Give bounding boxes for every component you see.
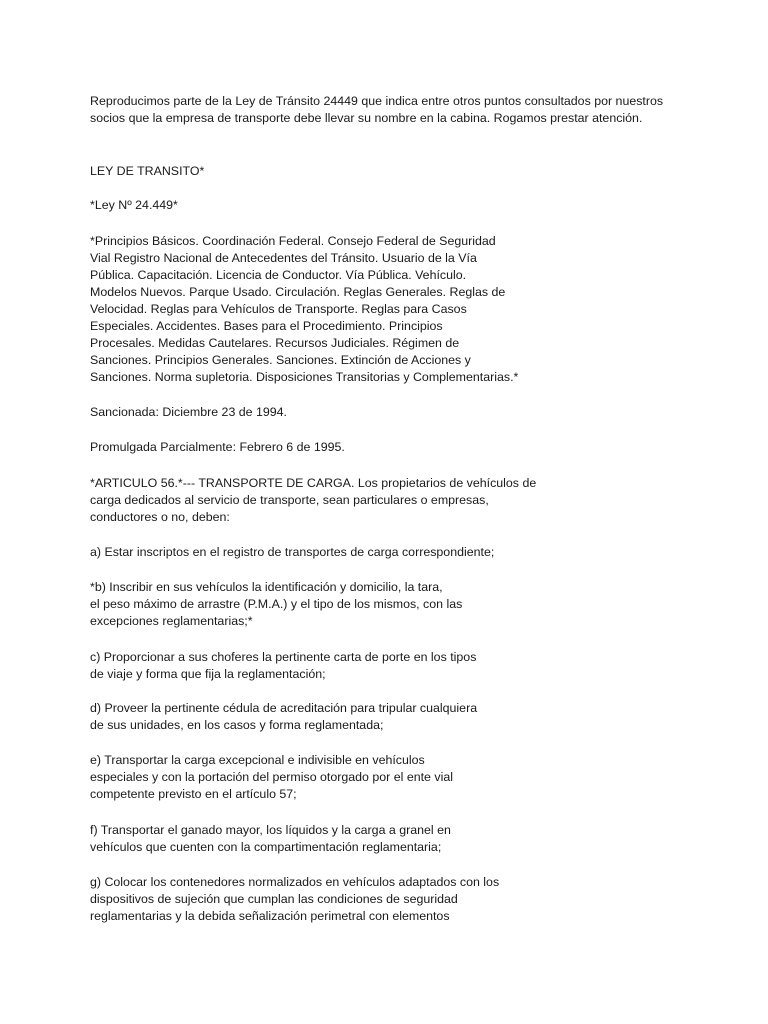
article-line: conductores o no, deben: (90, 510, 230, 524)
promulgated-date: Promulgada Parcialmente: Febrero 6 de 1995. (90, 440, 345, 454)
clause-b: *b) Inscribir en sus vehículos la identificación y domicilio, la tara, (90, 580, 443, 594)
summary-line: Procesales. Medidas Cautelares. Recursos Judiciales. Régimen de (90, 336, 460, 350)
article-line: carga dedicados al servicio de transporte, sean particulares o empresas, (90, 493, 489, 507)
clause-g: reglamentarias y la debida señalización perimetral con elementos (90, 909, 450, 923)
summary-line: Sanciones. Principios Generales. Sanciones. Extinción de Acciones y (90, 353, 471, 367)
summary-line: Sanciones. Norma supletoria. Disposiciones Transitorias y Complementarias.* (90, 370, 519, 384)
clause-g: dispositivos de sujeción que cumplan las condiciones de seguridad (90, 892, 458, 906)
intro-line: Reproducimos parte de la Ley de Tránsito 24449 que indica entre otros puntos consultados por nuestros (90, 94, 664, 108)
clause-c: c) Proporcionar a sus choferes la pertinente carta de porte en los tipos (90, 650, 477, 664)
law-title: LEY DE TRANSITO* (90, 164, 205, 178)
summary-line: Pública. Capacitación. Licencia de Conductor. Vía Pública. Vehículo. (90, 268, 467, 282)
clause-f: vehículos que cuenten con la compartimentación reglamentaria; (90, 840, 442, 854)
summary-line: Especiales. Accidentes. Bases para el Procedimiento. Principios (90, 319, 443, 333)
clause-e: especiales y con la portación del permiso otorgado por el ente vial (90, 770, 453, 784)
summary-line: Modelos Nuevos. Parque Usado. Circulación. Reglas Generales. Reglas de (90, 285, 506, 299)
clause-d: de sus unidades, en los casos y forma reglamentada; (90, 718, 384, 732)
intro-line: socios que la empresa de transporte debe llevar su nombre en la cabina. Rogamos prestar atención. (90, 111, 643, 125)
article-heading: *ARTICULO 56.*--- TRANSPORTE DE CARGA. Los propietarios de vehículos de (90, 476, 537, 490)
summary-line: Velocidad. Reglas para Vehículos de Transporte. Reglas para Casos (90, 302, 467, 316)
clause-b: excepciones reglamentarias;* (90, 614, 253, 628)
clause-d: d) Proveer la pertinente cédula de acreditación para tripular cualquiera (90, 701, 478, 715)
summary-line: Vial Registro Nacional de Antecedentes del Tránsito. Usuario de la Vía (90, 251, 477, 265)
sanctioned-date: Sancionada: Diciembre 23 de 1994. (90, 405, 288, 419)
clause-e: competente previsto en el artículo 57; (90, 787, 297, 801)
clause-b: el peso máximo de arrastre (P.M.A.) y el tipo de los mismos, con las (90, 597, 463, 611)
clause-f: f) Transportar el ganado mayor, los líquidos y la carga a granel en (90, 823, 451, 837)
clause-g: g) Colocar los contenedores normalizados en vehículos adaptados con los (90, 875, 500, 889)
summary-line: *Principios Básicos. Coordinación Federal. Consejo Federal de Seguridad (90, 234, 496, 248)
clause-a: a) Estar inscriptos en el registro de transportes de carga correspondiente; (90, 545, 495, 559)
law-number: *Ley Nº 24.449* (90, 198, 178, 212)
clause-e: e) Transportar la carga excepcional e indivisible en vehículos (90, 753, 425, 767)
clause-c: de viaje y forma que fija la reglamentación; (90, 667, 326, 681)
